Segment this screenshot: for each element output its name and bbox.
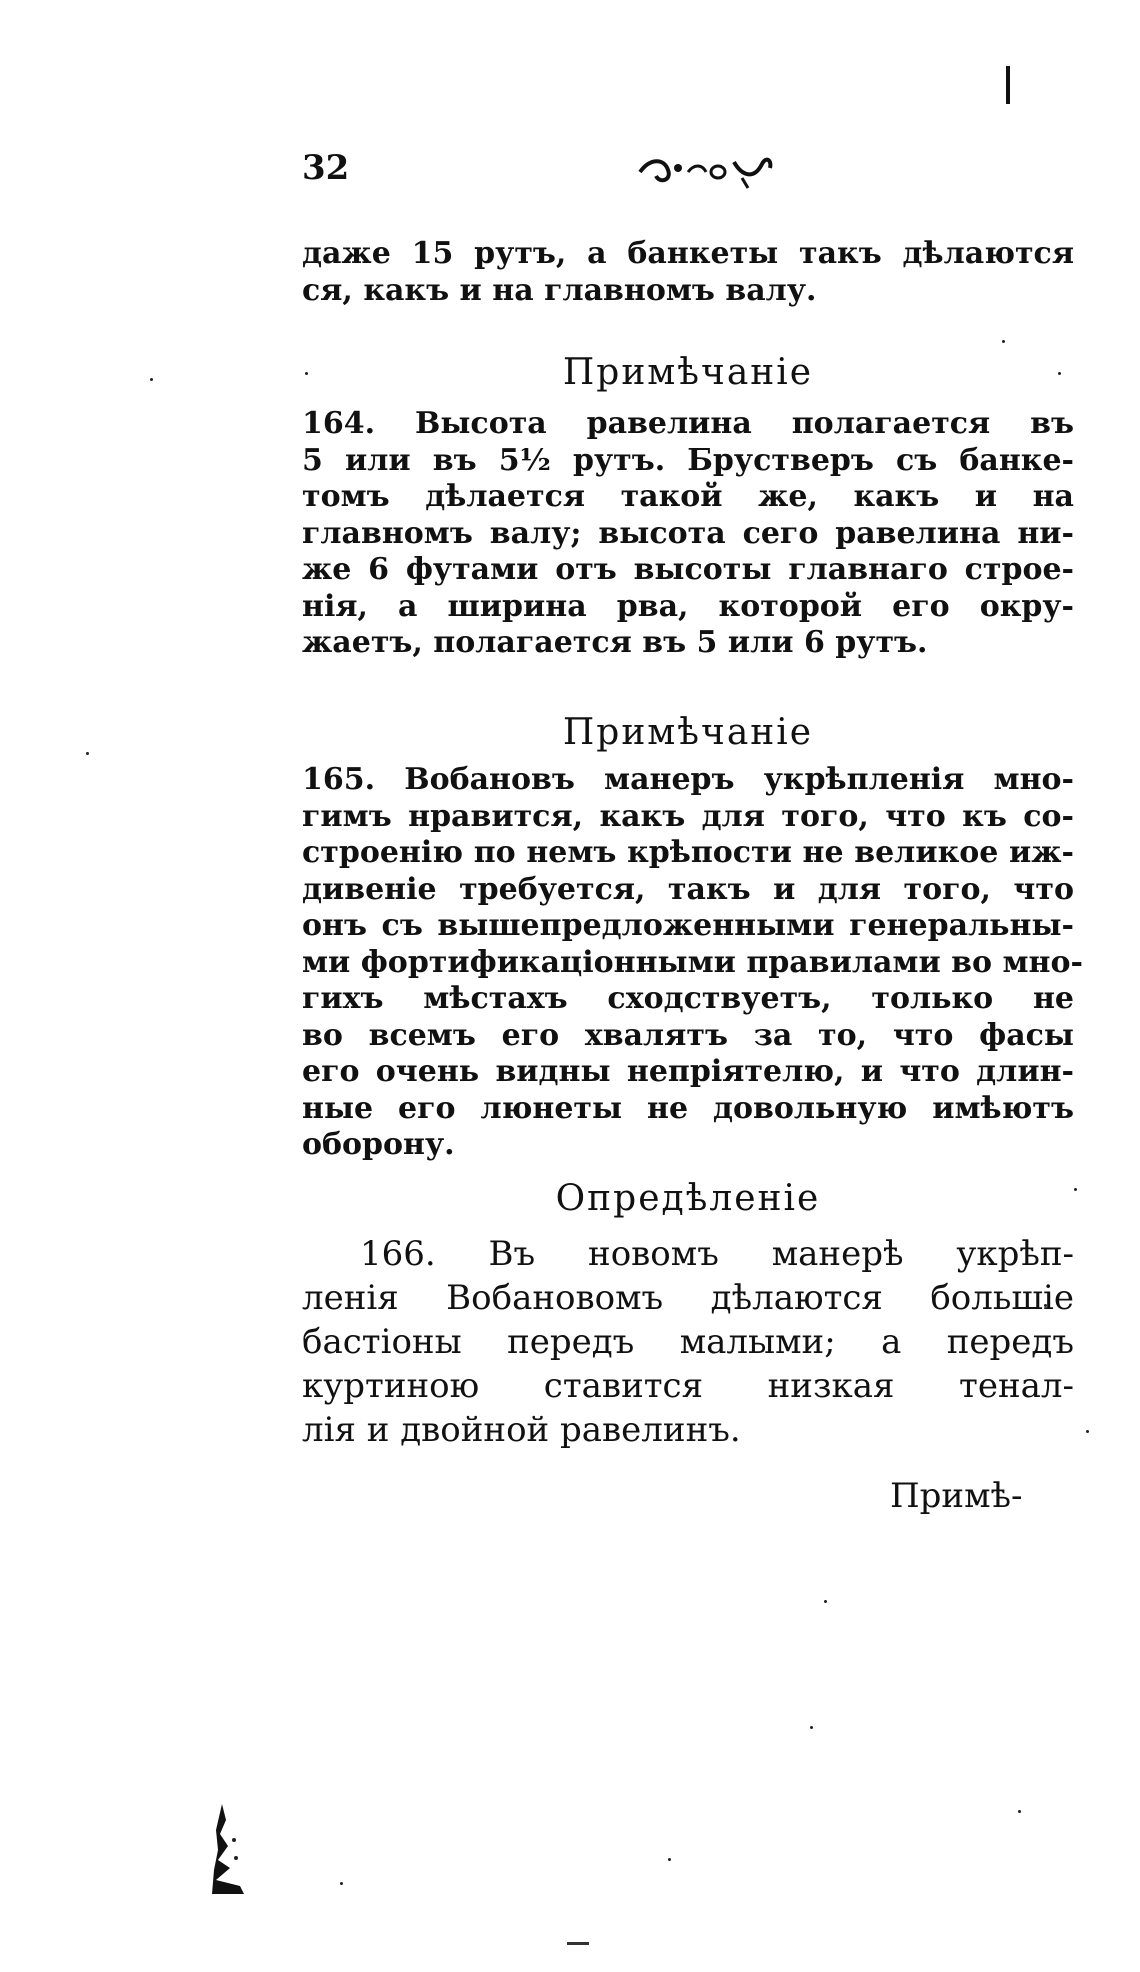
text-line: во всемъ его хвалятъ за то, что фасы	[302, 1017, 1074, 1053]
text-line: нія, а ширина рва, которой его окру-	[302, 588, 1074, 624]
text-line: лія и двойной равелинъ.	[302, 1410, 741, 1450]
paragraph-164	[302, 406, 1074, 662]
text-line: ми фортификаціонными правилами во мно-	[302, 944, 1083, 980]
section-heading: Примѣчаніе	[562, 352, 814, 393]
section-heading: Примѣчаніе	[562, 712, 814, 753]
text-line: же 6 футами отъ высоты главнаго строе-	[302, 552, 1074, 587]
text-line: 5 или въ 5½ рутъ. Брустверъ съ банке-	[302, 442, 1074, 478]
text-line: дивеніе требуется, такъ и для того, что	[302, 871, 1074, 907]
text-line: ся, какъ и на главномъ валу.	[302, 272, 817, 308]
text-line: жаетъ, полагается въ 5 или 6 рутъ.	[302, 625, 928, 660]
text-line: ные его люнеты не довольную имѣютъ	[302, 1090, 1074, 1126]
fleuron-ornament-icon	[630, 150, 780, 190]
text-line: оборону.	[302, 1127, 455, 1162]
paragraph-165	[302, 762, 1083, 1164]
text-line: даже 15 рутъ, а банкеты такъ дѣлаются	[302, 236, 1074, 271]
catchword: Примѣ-	[890, 1476, 1023, 1516]
bottom-dash	[567, 1942, 589, 1945]
text-line: ленія Вобановомъ дѣлаются большіе	[302, 1278, 1074, 1318]
text-line: куртиною ставится низкая тенал-	[302, 1366, 1074, 1406]
text-line: главномъ валу; высота сего равелина ни-	[302, 515, 1074, 551]
text-line: гимъ нравится, какъ для того, что къ со-	[302, 798, 1074, 834]
text-line: томъ дѣлается такой же, какъ и на	[302, 479, 1074, 514]
text-line: его очень видны непріятелю, и что длин-	[302, 1054, 1074, 1089]
text-line: гихъ мѣстахъ сходствуетъ, только не	[302, 981, 1074, 1016]
ink-blot	[210, 1800, 248, 1895]
running-header	[300, 148, 1080, 198]
intro-paragraph	[302, 236, 1074, 309]
text-line: 165. Вобановъ манеръ укрѣпленія мно-	[302, 762, 1074, 797]
text-line: 166. Въ новомъ манерѣ укрѣп-	[360, 1234, 1074, 1274]
text-line: строенію по немъ крѣпости не великое иж-	[302, 835, 1074, 870]
text-line: бастіоны передъ малыми; а передъ	[302, 1322, 1074, 1362]
text-line: онъ съ вышепредложенными генеральны-	[302, 908, 1074, 943]
section-heading: Опредѣленіе	[555, 1178, 821, 1219]
page-number: 32	[302, 148, 350, 188]
page-edge-mark	[1006, 66, 1010, 104]
paragraph-166	[302, 1232, 1074, 1452]
text-line: 164. Высота равелина полагается въ	[302, 406, 1074, 441]
